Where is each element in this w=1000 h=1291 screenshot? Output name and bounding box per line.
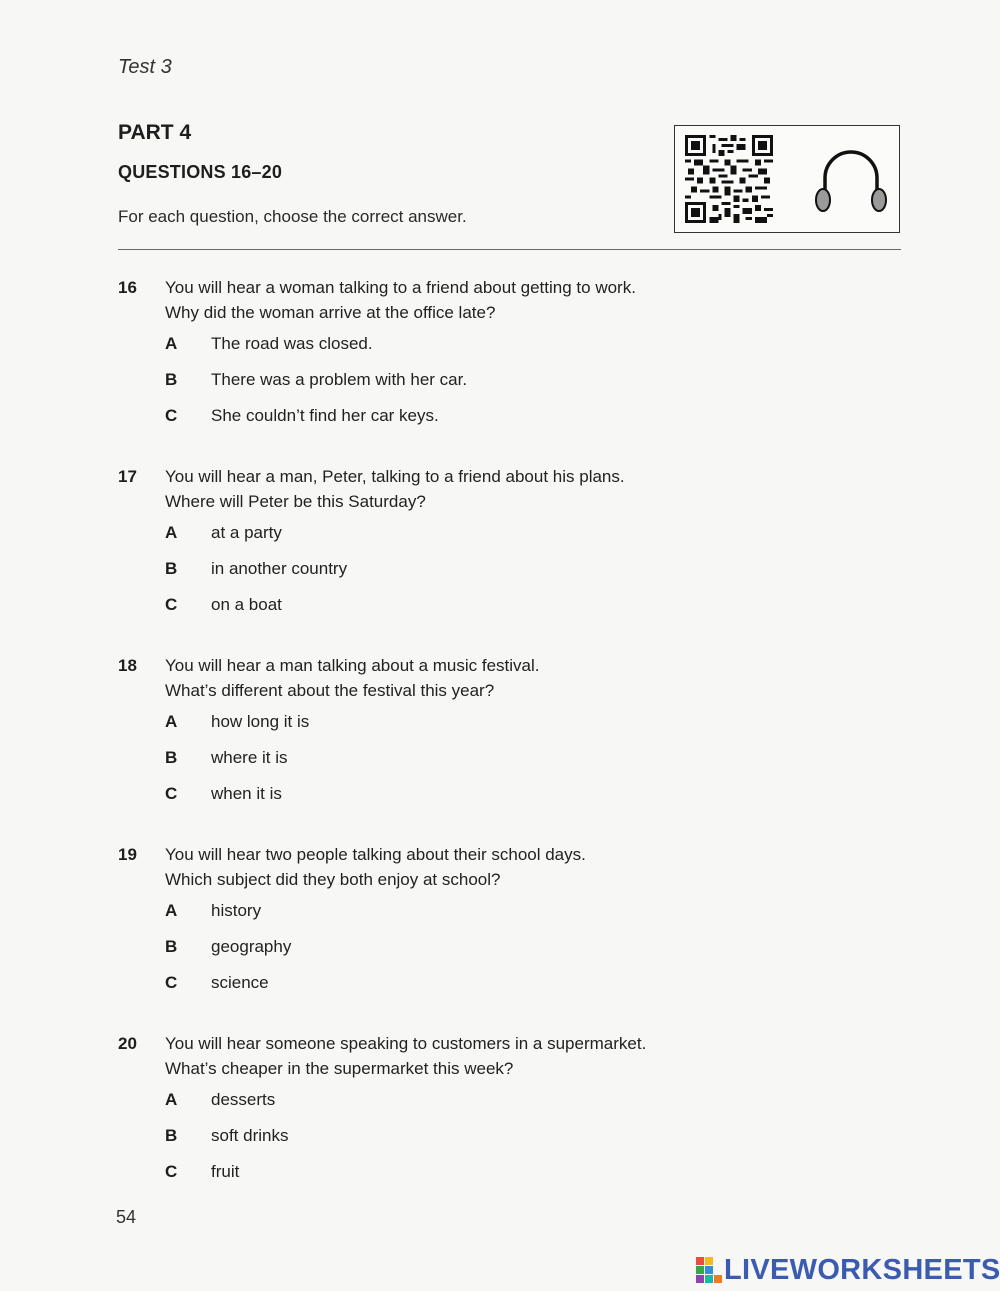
option-c[interactable] — [165, 1162, 765, 1184]
question-number: 20 — [118, 1034, 137, 1053]
option-b[interactable] — [165, 559, 765, 581]
option-text: desserts — [211, 1090, 276, 1109]
option-a[interactable] — [165, 712, 765, 734]
instructions: For each question, choose the correct answer. — [118, 207, 467, 226]
question-prompt: Where will Peter be this Saturday? — [165, 492, 426, 511]
option-letter: A — [165, 901, 178, 920]
option-b[interactable] — [165, 748, 765, 770]
option-letter: B — [165, 559, 178, 578]
option-text: history — [211, 901, 262, 920]
option-text: where it is — [211, 748, 288, 767]
option-text: science — [211, 973, 269, 992]
option-letter: C — [165, 973, 178, 992]
option-b[interactable] — [165, 1126, 765, 1148]
option-letter: B — [165, 370, 178, 389]
divider — [118, 249, 901, 250]
option-a[interactable] — [165, 523, 765, 545]
option-letter: C — [165, 784, 178, 803]
option-text: soft drinks — [211, 1126, 289, 1145]
question-prompt: What’s cheaper in the supermarket this week? — [165, 1059, 514, 1078]
page-number: 54 — [116, 1207, 137, 1227]
option-text: geography — [211, 937, 292, 956]
option-letter: A — [165, 712, 178, 731]
question-prompt: You will hear a woman talking to a friend about getting to work. — [165, 278, 636, 297]
option-letter: A — [165, 523, 178, 542]
audio-box — [674, 125, 900, 233]
headphones-icon — [813, 144, 889, 216]
option-letter: B — [165, 937, 178, 956]
option-text: at a party — [211, 523, 282, 542]
questions-range: QUESTIONS 16–20 — [118, 162, 283, 182]
question-prompt: Why did the woman arrive at the office late? — [165, 303, 496, 322]
option-c[interactable] — [165, 784, 765, 806]
qr-code-icon — [685, 135, 773, 223]
option-c[interactable] — [165, 973, 765, 995]
option-letter: B — [165, 1126, 178, 1145]
test-label: Test 3 — [118, 56, 172, 78]
option-c[interactable] — [165, 595, 765, 617]
option-a[interactable] — [165, 334, 765, 356]
option-c[interactable] — [165, 406, 765, 428]
question-prompt: What’s different about the festival this year? — [165, 681, 495, 700]
option-text: The road was closed. — [211, 334, 373, 353]
option-letter: A — [165, 334, 178, 353]
question-prompt: You will hear someone speaking to customers in a supermarket. — [165, 1034, 647, 1053]
liveworksheets-brand[interactable] — [696, 1254, 1000, 1287]
option-letter: B — [165, 748, 178, 767]
part-title: PART 4 — [118, 121, 192, 144]
question-number: 16 — [118, 278, 137, 297]
option-letter: C — [165, 406, 178, 425]
option-text: She couldn’t find her car keys. — [211, 406, 439, 425]
liveworksheets-logo-icon — [696, 1257, 722, 1285]
question-prompt: Which subject did they both enjoy at school? — [165, 870, 501, 889]
option-text: in another country — [211, 559, 348, 578]
option-a[interactable] — [165, 901, 765, 923]
question-number: 17 — [118, 467, 137, 486]
option-text: when it is — [211, 784, 282, 803]
option-a[interactable] — [165, 1090, 765, 1112]
option-b[interactable] — [165, 937, 765, 959]
option-letter: A — [165, 1090, 178, 1109]
brand-name: LIVEWORKSHEETS — [724, 1254, 1000, 1286]
question-prompt: You will hear two people talking about their school days. — [165, 845, 586, 864]
option-letter: C — [165, 1162, 178, 1181]
option-text: fruit — [211, 1162, 240, 1181]
question-number: 19 — [118, 845, 137, 864]
option-letter: C — [165, 595, 178, 614]
option-text: There was a problem with her car. — [211, 370, 468, 389]
option-text: how long it is — [211, 712, 310, 731]
question-number: 18 — [118, 656, 137, 675]
question-prompt: You will hear a man, Peter, talking to a friend about his plans. — [165, 467, 625, 486]
option-b[interactable] — [165, 370, 765, 392]
option-text: on a boat — [211, 595, 282, 614]
question-prompt: You will hear a man talking about a music festival. — [165, 656, 540, 675]
